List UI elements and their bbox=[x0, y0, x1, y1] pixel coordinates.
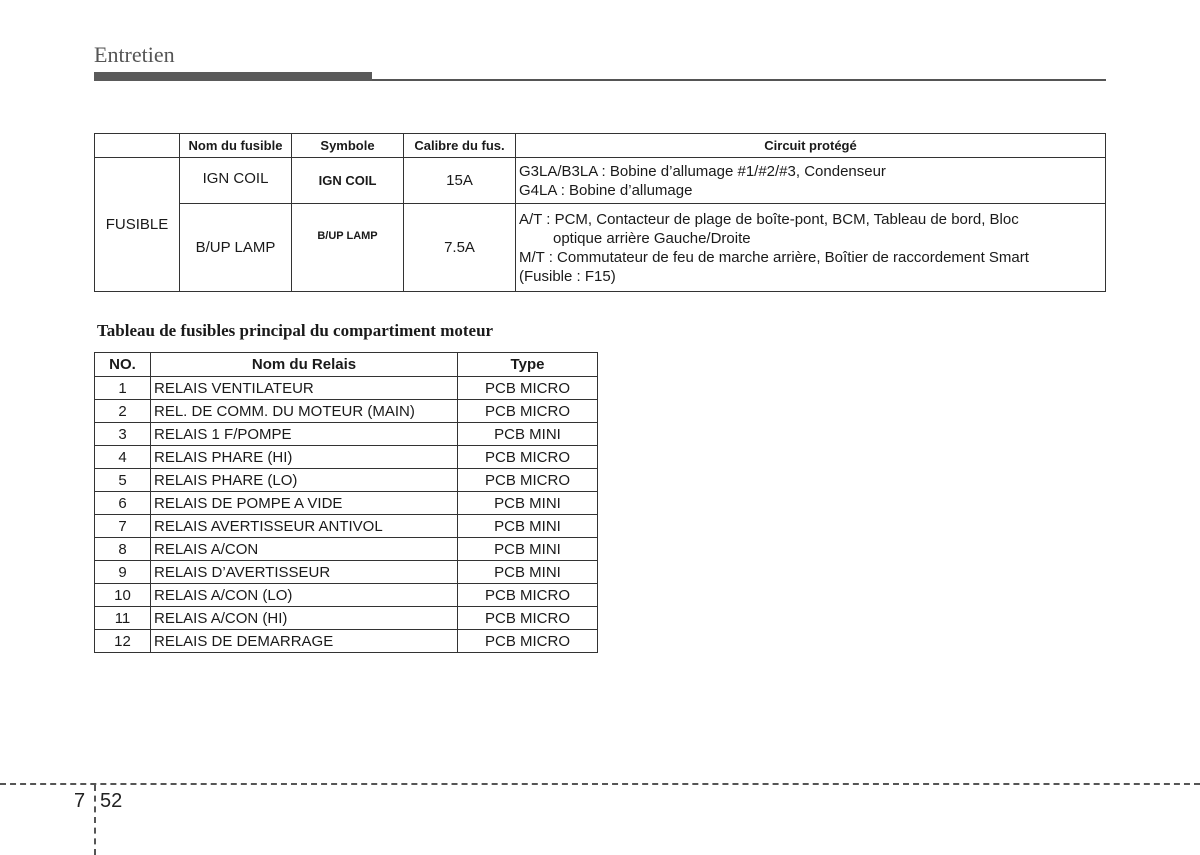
relay-name: RELAIS PHARE (LO) bbox=[151, 469, 458, 492]
relay-type: PCB MICRO bbox=[458, 469, 598, 492]
relay-section-title: Tableau de fusibles principal du compartiment moteur bbox=[97, 321, 494, 340]
relay-type: PCB MINI bbox=[458, 423, 598, 446]
relay-no: 11 bbox=[95, 607, 151, 630]
fuse-table-header-symbol: Symbole bbox=[292, 134, 404, 158]
relay-name: RELAIS A/CON (LO) bbox=[151, 584, 458, 607]
fuse-name: IGN COIL bbox=[180, 158, 292, 204]
relay-row bbox=[95, 377, 598, 400]
circuit-line: A/T : PCM, Contacteur de plage de boîte-pont, BCM, Tableau de bord, Bloc bbox=[519, 210, 1019, 228]
circuit-line: optique arrière Gauche/Droite bbox=[553, 229, 751, 247]
fuse-row bbox=[95, 158, 1106, 204]
page-number: 52 bbox=[100, 790, 123, 812]
fuse-category: FUSIBLE bbox=[95, 158, 180, 292]
relay-name: RELAIS A/CON bbox=[151, 538, 458, 561]
fuse-circuit bbox=[516, 204, 1106, 292]
circuit-line: G4LA : Bobine d’allumage bbox=[519, 181, 693, 199]
relay-type: PCB MICRO bbox=[458, 400, 598, 423]
relay-table bbox=[94, 352, 598, 653]
relay-row bbox=[95, 423, 598, 446]
fuse-name: B/UP LAMP bbox=[180, 204, 292, 292]
circuit-line: M/T : Commutateur de feu de marche arrière, Boîtier de raccordement Smart bbox=[519, 248, 1029, 266]
relay-name: REL. DE COMM. DU MOTEUR (MAIN) bbox=[151, 400, 458, 423]
relay-name: RELAIS DE POMPE A VIDE bbox=[151, 492, 458, 515]
fuse-table-header-rating: Calibre du fus. bbox=[404, 134, 516, 158]
fuse-table-header-circuit: Circuit protégé bbox=[516, 134, 1106, 158]
relay-header-type: Type bbox=[458, 353, 598, 377]
relay-type: PCB MICRO bbox=[458, 607, 598, 630]
relay-row bbox=[95, 561, 598, 584]
relay-row bbox=[95, 538, 598, 561]
relay-type: PCB MICRO bbox=[458, 377, 598, 400]
page-header-title: Entretien bbox=[94, 42, 175, 67]
relay-table-header-row bbox=[95, 353, 598, 377]
relay-no: 9 bbox=[95, 561, 151, 584]
relay-row bbox=[95, 607, 598, 630]
circuit-line: (Fusible : F15) bbox=[519, 267, 616, 285]
relay-name: RELAIS VENTILATEUR bbox=[151, 377, 458, 400]
relay-type: PCB MINI bbox=[458, 538, 598, 561]
relay-type: PCB MINI bbox=[458, 561, 598, 584]
relay-name: RELAIS DE DEMARRAGE bbox=[151, 630, 458, 653]
relay-no: 3 bbox=[95, 423, 151, 446]
fuse-rating: 15A bbox=[404, 158, 516, 204]
relay-header-name: Nom du Relais bbox=[151, 353, 458, 377]
fuse-table-header-name: Nom du fusible bbox=[180, 134, 292, 158]
header-accent-bar bbox=[94, 72, 372, 81]
relay-no: 1 bbox=[95, 377, 151, 400]
fuse-rating: 7.5A bbox=[404, 204, 516, 292]
relay-no: 4 bbox=[95, 446, 151, 469]
chapter-number: 7 bbox=[74, 790, 86, 812]
relay-no: 7 bbox=[95, 515, 151, 538]
relay-row bbox=[95, 469, 598, 492]
circuit-line: G3LA/B3LA : Bobine d’allumage #1/#2/#3, Condenseur bbox=[519, 162, 886, 180]
relay-name: RELAIS 1 F/POMPE bbox=[151, 423, 458, 446]
relay-name: RELAIS A/CON (HI) bbox=[151, 607, 458, 630]
fuse-circuit bbox=[516, 158, 1106, 204]
relay-no: 8 bbox=[95, 538, 151, 561]
footer-divider bbox=[0, 783, 1200, 785]
relay-row bbox=[95, 515, 598, 538]
fuse-table bbox=[94, 133, 1106, 292]
relay-row bbox=[95, 584, 598, 607]
relay-type: PCB MINI bbox=[458, 492, 598, 515]
relay-type: PCB MICRO bbox=[458, 446, 598, 469]
relay-row bbox=[95, 446, 598, 469]
fuse-symbol: IGN COIL bbox=[292, 158, 404, 204]
relay-no: 6 bbox=[95, 492, 151, 515]
relay-no: 2 bbox=[95, 400, 151, 423]
relay-header-no: NO. bbox=[95, 353, 151, 377]
relay-name: RELAIS AVERTISSEUR ANTIVOL bbox=[151, 515, 458, 538]
footer-vertical-divider bbox=[94, 785, 96, 855]
relay-row bbox=[95, 400, 598, 423]
relay-name: RELAIS PHARE (HI) bbox=[151, 446, 458, 469]
relay-type: PCB MICRO bbox=[458, 584, 598, 607]
relay-row bbox=[95, 630, 598, 653]
relay-no: 12 bbox=[95, 630, 151, 653]
relay-row bbox=[95, 492, 598, 515]
relay-type: PCB MICRO bbox=[458, 630, 598, 653]
fuse-row bbox=[95, 204, 1106, 292]
relay-name: RELAIS D’AVERTISSEUR bbox=[151, 561, 458, 584]
relay-type: PCB MINI bbox=[458, 515, 598, 538]
relay-no: 10 bbox=[95, 584, 151, 607]
fuse-symbol: B/UP LAMP bbox=[292, 204, 404, 292]
fuse-table-header-blank bbox=[95, 134, 180, 158]
fuse-table-header-row bbox=[95, 134, 1106, 158]
relay-no: 5 bbox=[95, 469, 151, 492]
